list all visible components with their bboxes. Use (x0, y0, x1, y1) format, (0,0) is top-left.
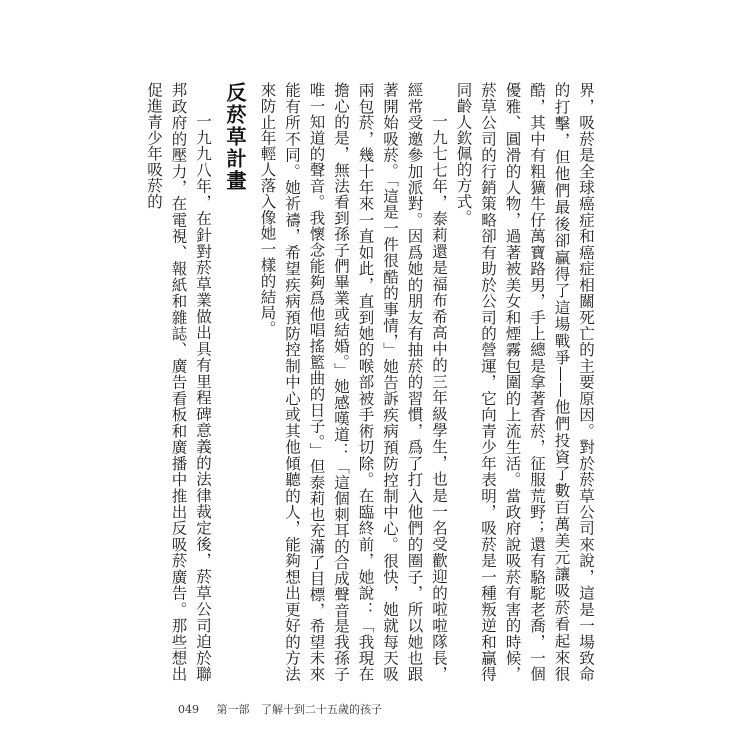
paragraph-terry-story: 一九七七年，泰莉還是福布希高中的三年級學生，也是一名受歡迎的啦啦隊長，經常受邀參加派對。因爲她的朋友有抽菸的習慣，爲了打入他們的圈子，所以她也跟著開始吸菸。「這是一件很酷的事情，」她告訴疾病預防控制中心。很快，她就每天吸兩包菸，幾十年來一直如此，直到她的喉部被手術切除。在臨終前，她說：「我現在擔心的是，無法看到孫子們畢業或結婚。」她感嘆道：「這個刺耳的合成聲音是我孫子唯一知道的聲音。我懷念能夠爲他唱搖籃曲的日子。」但泰莉也充滿了目標，希望未來能有所不同。她祈禱，希望疾病預防控制中心或其他傾聽的人，能夠想出更好的方法來防止年輕人落入像她一樣的結局。 (258, 82, 448, 682)
chapter-title: 了解十到二十五歲的孩子 (261, 703, 382, 716)
vertical-text-block (145, 82, 598, 682)
part-label: 第一部 (216, 703, 250, 716)
paragraph-anti-smoking: 一九九八年，在針對菸草業做出具有里程碑意義的法律裁定後，菸草公司迫於聯邦政府的壓力，在電視、報紙和雜誌、廣告看板和廣播中推出反吸菸廣告。那些想出促進青少年吸菸的 (145, 82, 212, 682)
page-footer (178, 701, 382, 717)
page-number: 049 (178, 703, 199, 716)
paragraph-tobacco-marketing: 界，吸菸是全球癌症和癌症相關死亡的主要原因。對於菸草公司來說，這是一場致命的打擊，但他們最後卻贏得了這場戰爭——他們投資了數百萬美元讓吸菸看起來很酷，其中有粗獷牛仔萬寶路男，手上總是拿著香菸，征服荒野；還有駱駝老喬，一個優雅、圓滑的人物，過著被美女和煙霧包圍的上流生活。當政府說吸菸有害的時候，菸草公司的行銷策略卻有助於公司的營運，它向青少年表明，吸菸是一種叛逆和贏得同齡人欽佩的方式。 (454, 82, 595, 682)
section-heading: 反菸草計畫 (223, 82, 247, 192)
